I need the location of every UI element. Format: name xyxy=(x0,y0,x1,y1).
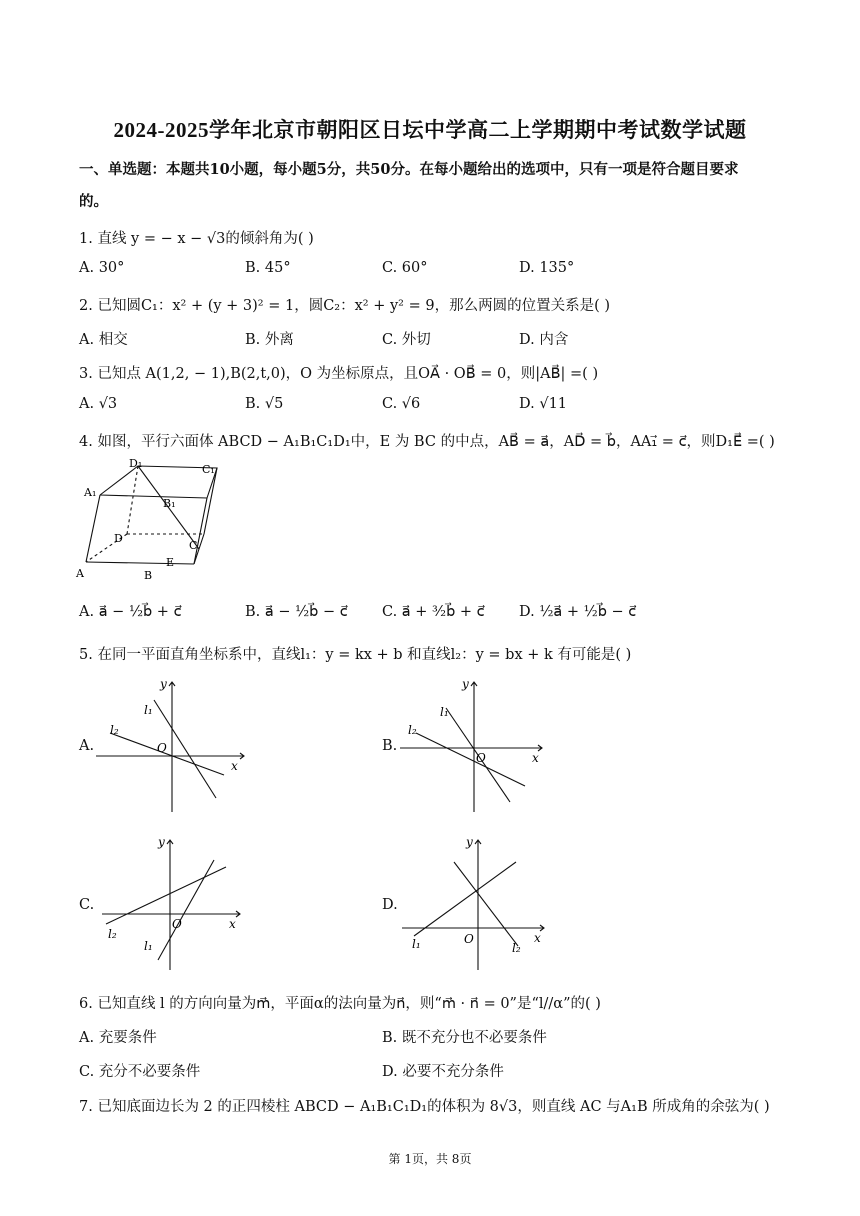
question-1-option-c: C. 60° xyxy=(382,260,428,276)
graph-a-y-label: y xyxy=(160,677,167,691)
question-1-option-a: A. 30° xyxy=(79,260,125,276)
graph-b-l2-label: l₂ xyxy=(408,723,417,737)
graph-option-a xyxy=(96,676,256,814)
graph-a-l2-label: l₂ xyxy=(110,723,119,737)
question-5-option-a-label: A. xyxy=(79,738,95,754)
question-5-option-c-label: C. xyxy=(79,897,95,913)
question-5-option-d-label: D. xyxy=(382,897,398,913)
prism-label-e: E xyxy=(166,556,175,569)
question-1-stem: 1. 直线 y = − x − √3的倾斜角为( ) xyxy=(79,231,314,247)
graph-option-d xyxy=(398,832,558,972)
graph-d-l1-label: l₁ xyxy=(412,937,421,951)
parallelepiped-figure xyxy=(74,458,234,588)
prism-label-c: C xyxy=(189,539,198,552)
question-1-option-d: D. 135° xyxy=(519,260,575,276)
graph-b-l1-label: l₁ xyxy=(440,705,449,719)
prism-label-d1: D₁ xyxy=(129,458,143,470)
question-2-option-a: A. 相交 xyxy=(79,332,128,348)
question-2-option-c: C. 外切 xyxy=(382,332,431,348)
prism-label-b: B xyxy=(144,569,153,582)
graph-c-y-label: y xyxy=(158,835,165,849)
prism-label-d: D xyxy=(114,532,123,545)
graph-a-l1-label: l₁ xyxy=(144,703,153,717)
section-heading-line1: 一、单选题：本题共10小题，每小题5分，共50分。在每小题给出的选项中，只有一项是符合题目要求 xyxy=(79,161,739,178)
question-4-stem: 4. 如图，平行六面体 ABCD − A₁B₁C₁D₁中，E 为 BC 的中点，AB⃗ = a⃗，AD⃗ = b⃗，AA₁⃗ = c⃗，则D₁E⃗ =( ) xyxy=(79,434,775,450)
question-4-option-d: D. ½a⃗ + ½b⃗ − c⃗ xyxy=(519,604,637,620)
question-6-option-c: C. 充分不必要条件 xyxy=(79,1064,201,1080)
graph-c-l1-label: l₁ xyxy=(144,939,153,953)
question-1-option-b: B. 45° xyxy=(245,260,291,276)
graph-b-y-label: y xyxy=(462,677,469,691)
prism-label-b1: B₁ xyxy=(163,497,176,510)
graph-a-origin-label: O xyxy=(157,741,167,755)
graph-a-x-label: x xyxy=(231,759,238,773)
question-2-stem: 2. 已知圆C₁：x² + (y + 3)² = 1，圆C₂：x² + y² = 9，那么两圆的位置关系是( ) xyxy=(79,298,610,314)
question-2-option-b: B. 外离 xyxy=(245,332,294,348)
graph-option-c xyxy=(96,832,256,972)
question-3-option-d: D. √11 xyxy=(519,396,568,412)
question-3-option-b: B. √5 xyxy=(245,396,284,412)
question-6-option-b: B. 既不充分也不必要条件 xyxy=(382,1030,547,1046)
page-title: 2024-2025学年北京市朝阳区日坛中学高二上学期期中考试数学试题 xyxy=(113,118,747,142)
page-footer: 第 1页，共 8页 xyxy=(388,1152,472,1166)
question-4-option-a: A. a⃗ − ½b⃗ + c⃗ xyxy=(79,604,182,620)
prism-label-a1: A₁ xyxy=(84,486,97,499)
graph-b-origin-label: O xyxy=(476,751,486,765)
prism-label-c1: C₁ xyxy=(202,463,215,476)
question-4-option-c: C. a⃗ + ³⁄₂b⃗ + c⃗ xyxy=(382,604,485,620)
graph-b-x-label: x xyxy=(532,751,539,765)
graph-c-l2-label: l₂ xyxy=(108,927,117,941)
question-3-option-c: C. √6 xyxy=(382,396,421,412)
graph-c-x-label: x xyxy=(229,917,236,931)
question-5-option-b-label: B. xyxy=(382,738,398,754)
question-6-option-d: D. 必要不充分条件 xyxy=(382,1064,504,1080)
graph-d-l2-label: l₂ xyxy=(512,941,521,955)
question-2-option-d: D. 内含 xyxy=(519,332,569,348)
graph-c-origin-label: O xyxy=(172,917,182,931)
question-6-option-a: A. 充要条件 xyxy=(79,1030,157,1046)
prism-label-a: A xyxy=(76,567,84,580)
question-5-stem: 5. 在同一平面直角坐标系中，直线l₁：y = kx + b 和直线l₂：y = bx + k 有可能是( ) xyxy=(79,647,632,663)
question-3-option-a: A. √3 xyxy=(79,396,118,412)
question-7-stem: 7. 已知底面边长为 2 的正四棱柱 ABCD − A₁B₁C₁D₁的体积为 8√3，则直线 AC 与A₁B 所成角的余弦为( ) xyxy=(79,1099,770,1115)
question-3-stem: 3. 已知点 A(1,2, − 1),B(2,t,0)，O 为坐标原点，且OA⃗ · OB⃗ = 0，则|AB⃗| =( ) xyxy=(79,366,599,382)
graph-d-origin-label: O xyxy=(464,932,474,946)
graph-d-y-label: y xyxy=(466,835,473,849)
question-6-stem: 6. 已知直线 l 的方向向量为m⃗，平面α的法向量为n⃗，则“m⃗ · n⃗ = 0”是“l//α”的( ) xyxy=(79,996,601,1012)
graph-d-x-label: x xyxy=(534,931,541,945)
question-4-option-b: B. a⃗ − ½b⃗ − c⃗ xyxy=(245,604,348,620)
graph-option-b xyxy=(398,676,558,814)
section-heading-line2: 的。 xyxy=(79,193,108,210)
